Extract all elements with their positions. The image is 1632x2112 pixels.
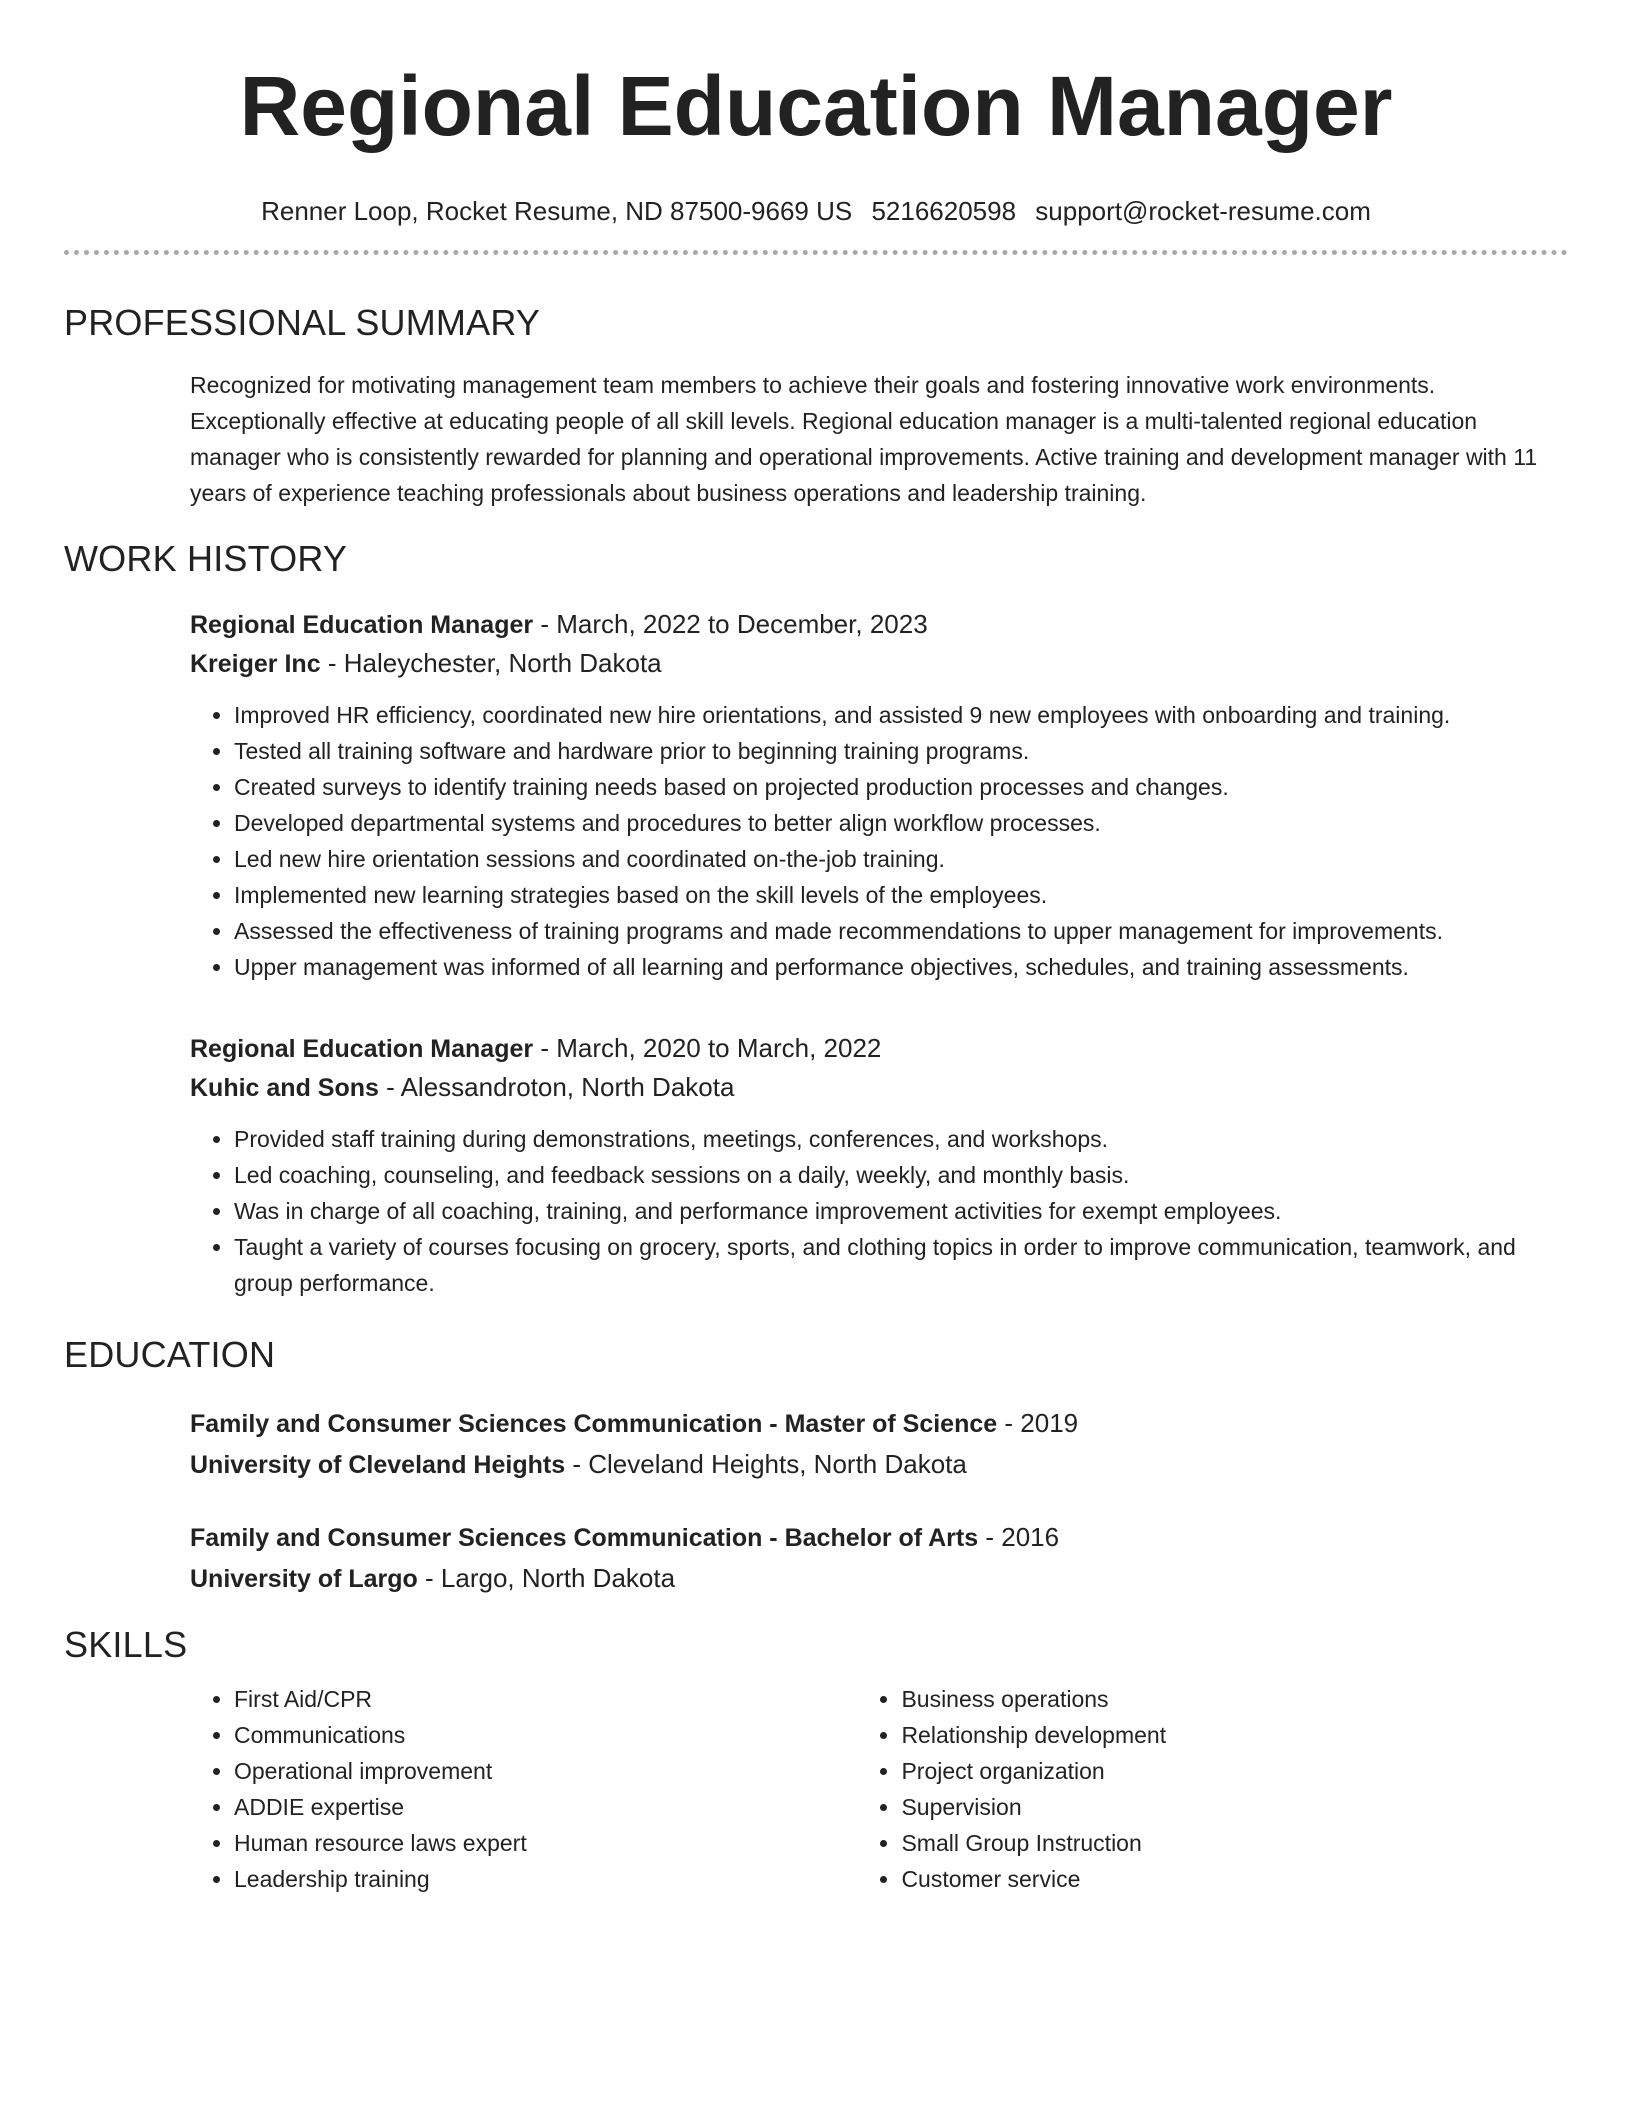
job-entry: [190, 1029, 1568, 1301]
list-item: • Upper management was informed of all learning and performance objectives, schedules, and training assessments.: [234, 949, 1568, 985]
section-title-skills: SKILLS: [64, 1624, 188, 1665]
job-dates: - March, 2022 to December, 2023: [533, 609, 928, 639]
skill-item: • Operational improvement: [234, 1753, 857, 1789]
list-item: • Was in charge of all coaching, training, and performance improvement activities for exempt employees.: [234, 1193, 1568, 1229]
contact-line: [64, 194, 1568, 228]
education-school-line: [190, 1444, 1568, 1485]
list-item: • Assessed the effectiveness of training programs and made recommendations to upper management for improvements.: [234, 913, 1568, 949]
skill-item: • Supervision: [901, 1789, 1568, 1825]
education-year: - 2016: [978, 1522, 1060, 1552]
section-title-summary: PROFESSIONAL SUMMARY: [64, 302, 541, 343]
job-company: Kuhic and Sons: [190, 1074, 379, 1102]
education-degree: Family and Consumer Sciences Communication - Master of Science: [190, 1410, 998, 1438]
job-company-line: [190, 644, 1568, 683]
list-item: • Implemented new learning strategies based on the skill levels of the employees.: [234, 877, 1568, 913]
job-role: Regional Education Manager: [190, 611, 534, 639]
skills-list-right: [857, 1681, 1568, 1897]
skill-item: • Communications: [234, 1717, 857, 1753]
education-school-line: [190, 1558, 1568, 1599]
education-school: University of Cleveland Heights: [190, 1451, 566, 1479]
education-entry: [190, 1517, 1568, 1599]
job-company-line: [190, 1068, 1568, 1107]
job-role: Regional Education Manager: [190, 1035, 534, 1063]
list-item: • Tested all training software and hardware prior to beginning training programs.: [234, 733, 1568, 769]
skill-item: • Small Group Instruction: [901, 1825, 1568, 1861]
education-degree-line: [190, 1517, 1568, 1558]
skill-item: • First Aid/CPR: [234, 1681, 857, 1717]
skill-item: • Customer service: [901, 1861, 1568, 1897]
contact-address: Renner Loop, Rocket Resume, ND 87500-9669 US: [261, 196, 853, 226]
list-item: • Created surveys to identify training needs based on projected production processes and changes.: [234, 769, 1568, 805]
header-divider: [64, 250, 1568, 255]
skill-item: • Leadership training: [234, 1861, 857, 1897]
skill-item: • Human resource laws expert: [234, 1825, 857, 1861]
education-year: - 2019: [997, 1408, 1079, 1438]
list-item: • Led coaching, counseling, and feedback sessions on a daily, weekly, and monthly basis.: [234, 1157, 1568, 1193]
list-item: • Taught a variety of courses focusing on grocery, sports, and clothing topics in order to improve communication, teamwork, and group performance.: [234, 1229, 1568, 1301]
summary-text: Recognized for motivating management team members to achieve their goals and fostering innovative work environments. Exceptionally effective at educating people of all skill levels. Regional education manager is a multi-talented regional education manager who is consistently rewarded for planning and operational improvements. Active training and development manager with 11 years of experience teaching professionals about business operations and leadership training.: [190, 372, 1538, 506]
education-degree-line: [190, 1403, 1568, 1444]
education-location: - Largo, North Dakota: [417, 1563, 676, 1593]
job-dates: - March, 2020 to March, 2022: [533, 1033, 882, 1063]
education-school: University of Largo: [190, 1565, 418, 1593]
job-entry: [190, 605, 1568, 985]
list-item: • Developed departmental systems and procedures to better align workflow processes.: [234, 805, 1568, 841]
skill-item: • ADDIE expertise: [234, 1789, 857, 1825]
job-bullets: [190, 1121, 1568, 1301]
list-item: • Provided staff training during demonstrations, meetings, conferences, and workshops.: [234, 1121, 1568, 1157]
job-role-line: [190, 605, 1568, 644]
skills-list-left: [190, 1681, 857, 1897]
job-company: Kreiger Inc: [190, 650, 321, 678]
skill-item: • Project organization: [901, 1753, 1568, 1789]
skills-columns: [190, 1681, 1568, 1897]
resume-page: [64, 0, 1568, 1897]
skill-item: • Business operations: [901, 1681, 1568, 1717]
job-bullets: [190, 697, 1568, 985]
skill-item: • Relationship development: [901, 1717, 1568, 1753]
contact-phone: 5216620598: [871, 196, 1017, 226]
job-location: - Haleychester, North Dakota: [320, 648, 662, 678]
candidate-name: Regional Education Manager: [239, 59, 1393, 153]
list-item: • Improved HR efficiency, coordinated new hire orientations, and assisted 9 new employees with onboarding and training.: [234, 697, 1568, 733]
education-degree: Family and Consumer Sciences Communication - Bachelor of Arts: [190, 1524, 979, 1552]
section-title-education: EDUCATION: [64, 1334, 276, 1375]
list-item: • Led new hire orientation sessions and coordinated on-the-job training.: [234, 841, 1568, 877]
section-title-work-history: WORK HISTORY: [64, 538, 348, 579]
education-entry: [190, 1403, 1568, 1485]
job-location: - Alessandroton, North Dakota: [378, 1072, 735, 1102]
job-role-line: [190, 1029, 1568, 1068]
contact-email: support@rocket-resume.com: [1035, 196, 1371, 226]
education-location: - Cleveland Heights, North Dakota: [565, 1449, 967, 1479]
